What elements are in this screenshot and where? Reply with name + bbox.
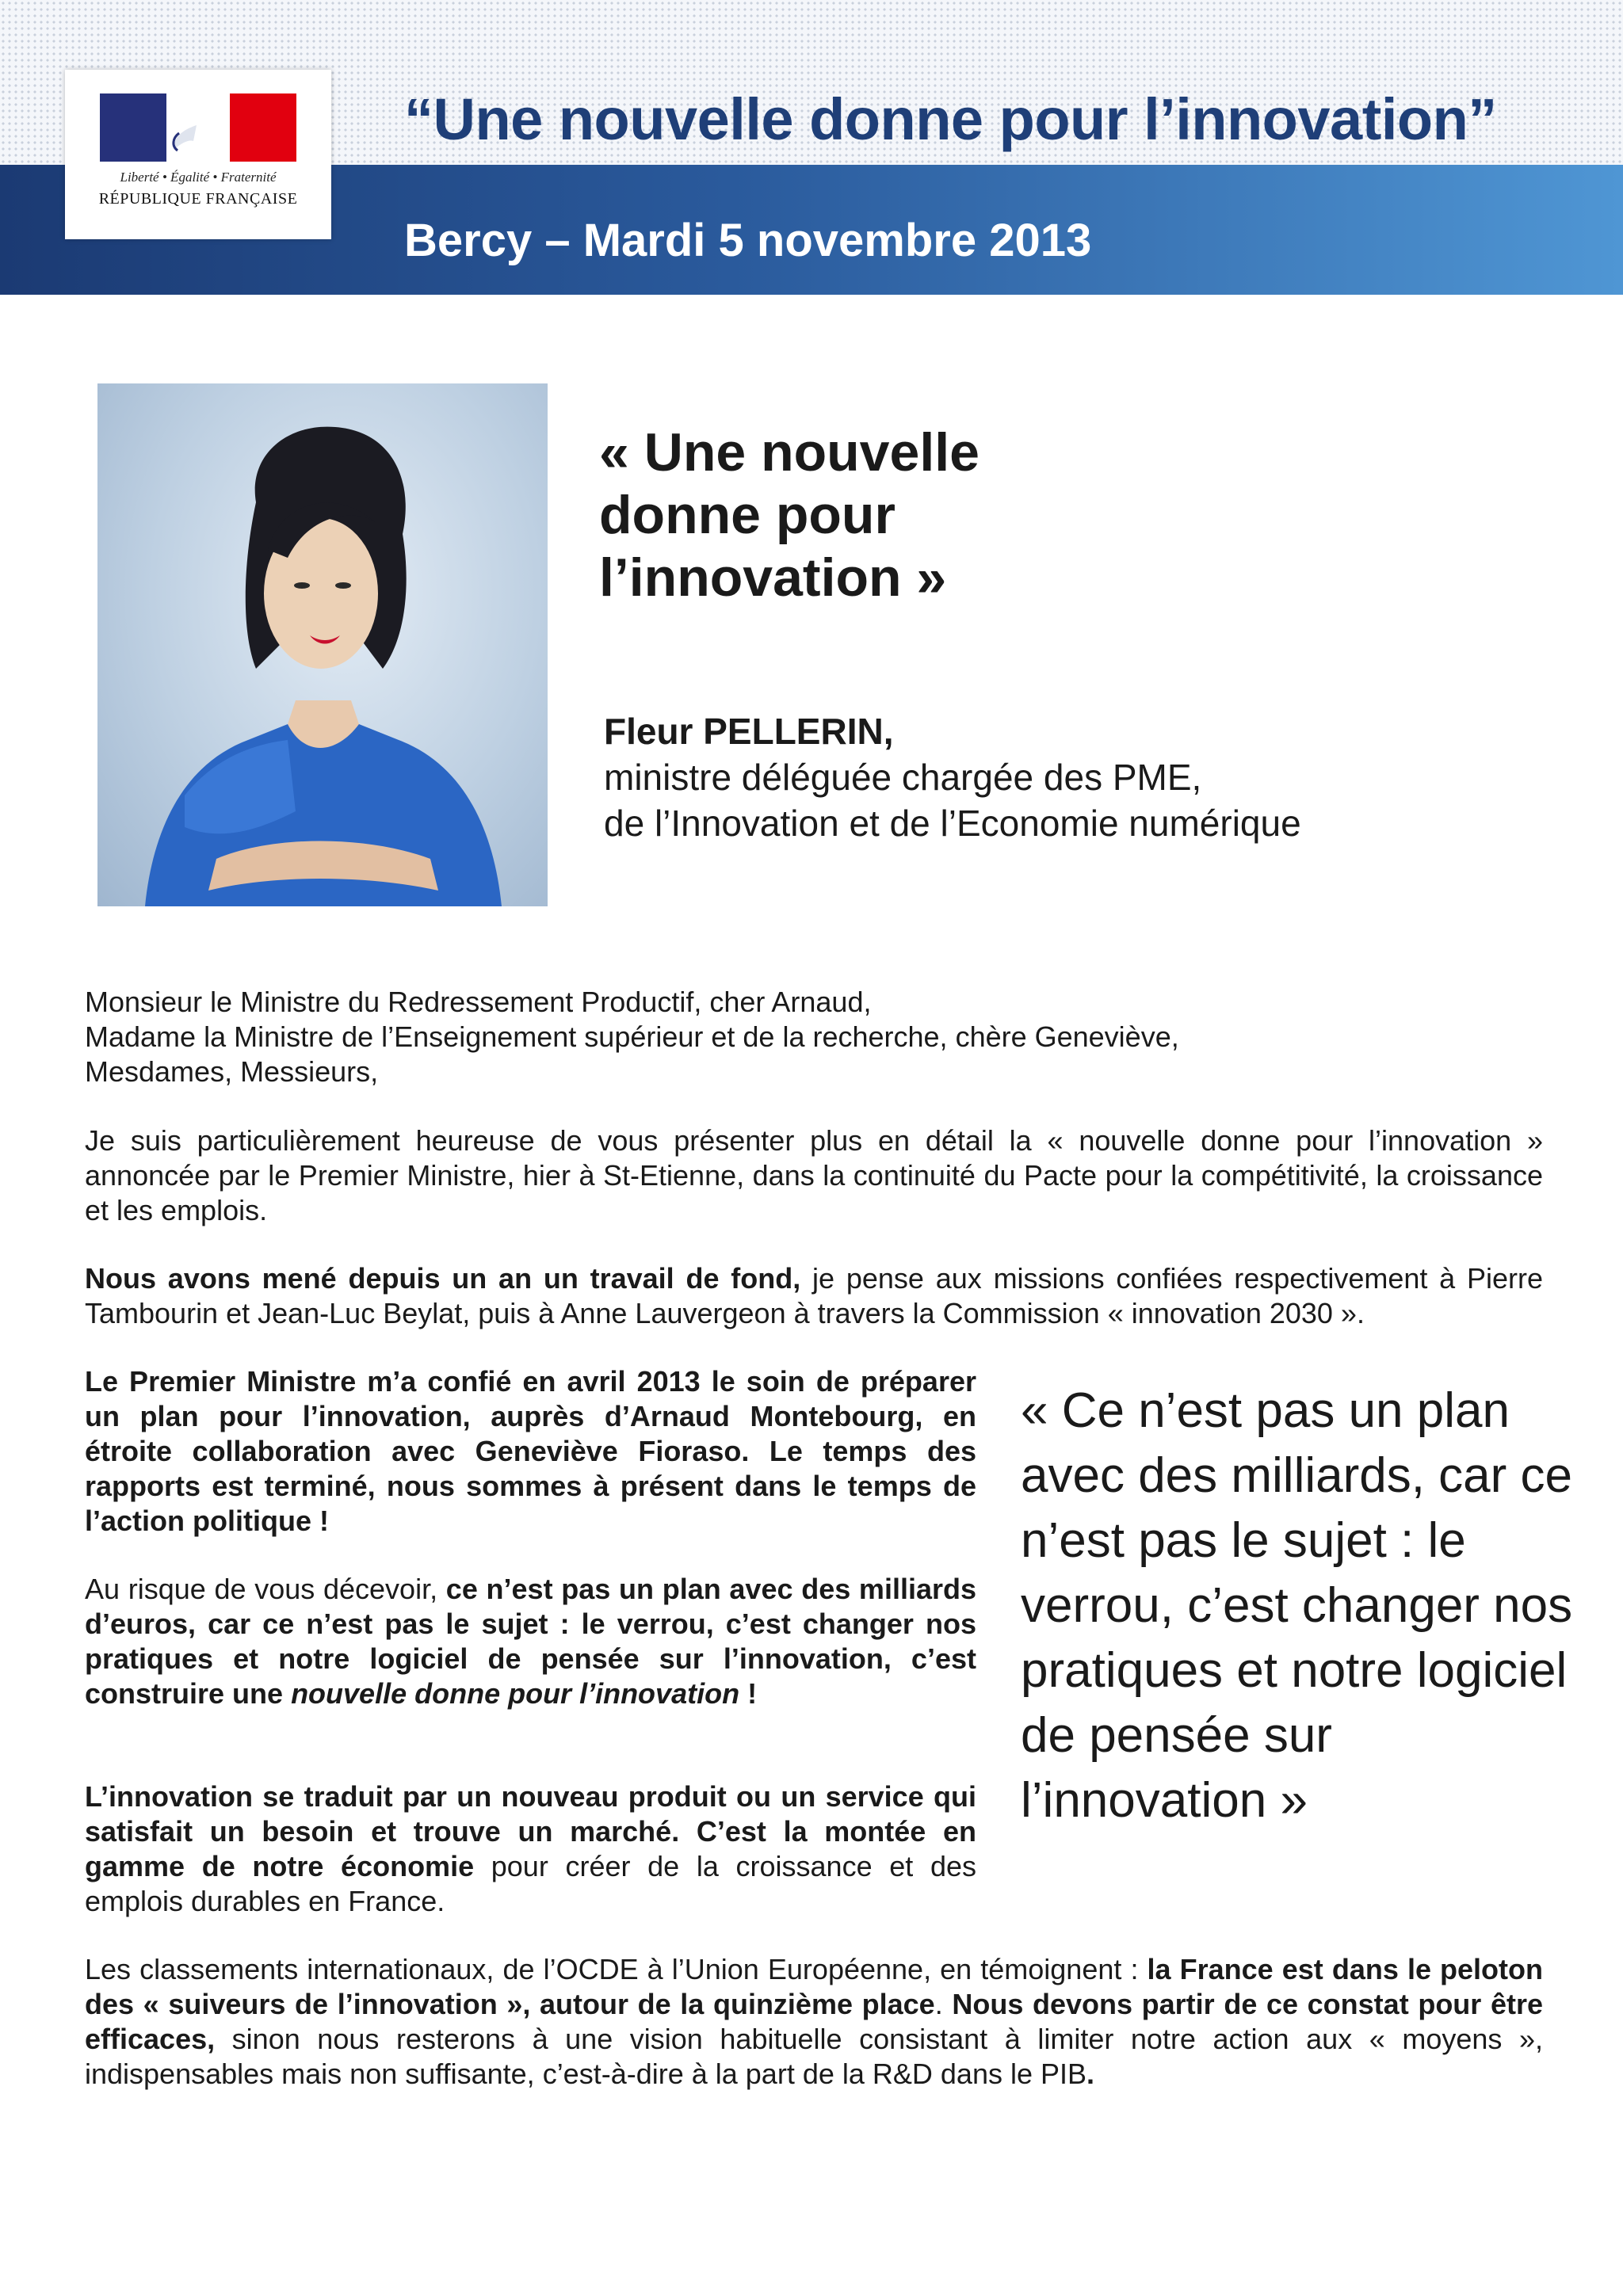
salutation-line: Mesdames, Messieurs, — [85, 1055, 379, 1088]
author-role-line: ministre déléguée chargée des PME, — [604, 757, 1202, 798]
paragraph-6-c: . — [934, 1988, 953, 2020]
paragraph-2-bold: Nous avons mené depuis un an un travail de fond, — [85, 1262, 801, 1295]
logo-country: RÉPUBLIQUE FRANÇAISE — [98, 190, 298, 208]
header-subtitle: Bercy – Mardi 5 novembre 2013 — [404, 215, 1092, 266]
paragraph-4-c: nouvelle donne pour l’innovation — [291, 1677, 740, 1710]
page-header — [0, 0, 1623, 295]
republique-francaise-logo — [65, 70, 331, 239]
paragraph-6-f: . — [1086, 2058, 1095, 2090]
paragraph-1: Je suis particulièrement heureuse de vous présenter plus en détail la « nouvelle donne pour l’innovation » annoncée par le Premier Ministre, hier à St-Etienne, dans la continuité du Pacte pour la compétitivité, la croissance et les emplois. — [85, 1124, 1543, 1226]
paragraph-6 — [85, 1952, 1543, 2092]
author-name: Fleur PELLERIN, — [604, 711, 894, 752]
paragraph-4-b: ce n’est pas un plan avec des milliards d’euros, car ce n’est pas le sujet : le verrou, c’est changer nos pratiques et notre logiciel de pensée sur l’innovation, c’est construire une — [85, 1573, 976, 1710]
paragraph-2-text: je pense aux missions confiées respectivement à Pierre Tambourin et Jean-Luc Beylat, puis à Anne Lauvergeon à travers la Commission « innovation 2030 ». — [85, 1262, 1544, 1329]
pull-quote: « Ce n’est pas un plan avec des milliards, car ce n’est pas le sujet : le verrou, c’est changer nos pratiques et notre logiciel de pensée sur l’innovation » — [1021, 1383, 1573, 1828]
author-role-line: de l’Innovation et de l’Economie numérique — [604, 803, 1301, 844]
paragraph-3: Le Premier Ministre m’a confié en avril 2013 le soin de préparer un plan pour l’innovation, auprès d’Arnaud Montebourg, en étroite collaboration avec Geneviève Fioraso. Le temps des rapports est terminé, nous sommes à présent dans le temps de l’action politique ! — [85, 1365, 976, 1537]
salutation-line: Madame la Ministre de l’Enseignement supérieur et de la recherche, chère Geneviève, — [85, 1020, 1179, 1053]
paragraph-2 — [85, 1261, 1543, 1331]
hero-title-line: « Une nouvelle — [599, 422, 980, 482]
marianne-flag-icon — [100, 93, 296, 162]
paragraph-4-a: Au risque de vous décevoir, — [85, 1573, 446, 1605]
paragraph-6-d: Nous devons partir de ce constat pour être efficaces, — [85, 1988, 1543, 2055]
author-block — [604, 708, 1301, 846]
header-title: “Une nouvelle donne pour l’innovation” — [404, 86, 1497, 152]
salutation-line: Monsieur le Ministre du Redressement Productif, cher Arnaud, — [85, 986, 872, 1018]
hero-title — [599, 421, 980, 609]
paragraph-5 — [85, 1779, 976, 1919]
paragraph-5-bold: L’innovation se traduit par un nouveau produit ou un service qui satisfait un besoin et trouve un marché. C’est la montée en gamme de notre économie — [85, 1780, 976, 1882]
hero-title-line: donne pour — [599, 485, 896, 545]
portrait-photo — [97, 383, 548, 906]
logo-motto: Liberté • Égalité • Fraternité — [120, 170, 277, 185]
paragraph-6-e: sinon nous resterons à une vision habituelle consistant à limiter notre action aux « moyens », indispensables mais non suffisante, c’est-à-dire à la part de la R&D dans le PIB — [85, 2023, 1543, 2090]
paragraph-6-a: Les classements internationaux, de l’OCDE à l’Union Européenne, en témoignent : — [85, 1953, 1148, 1985]
salutation — [85, 985, 1543, 1089]
paragraph-4 — [85, 1572, 976, 1711]
paragraph-4-d: ! — [739, 1677, 758, 1710]
paragraph-5-text: pour créer de la croissance et des emplois durables en France. — [85, 1850, 976, 1917]
hero-title-line: l’innovation » — [599, 547, 947, 608]
portrait-icon — [97, 383, 548, 906]
paragraph-6-b: la France est dans le peloton des « suiveurs de l’innovation », autour de la quinzième place — [85, 1953, 1544, 2020]
